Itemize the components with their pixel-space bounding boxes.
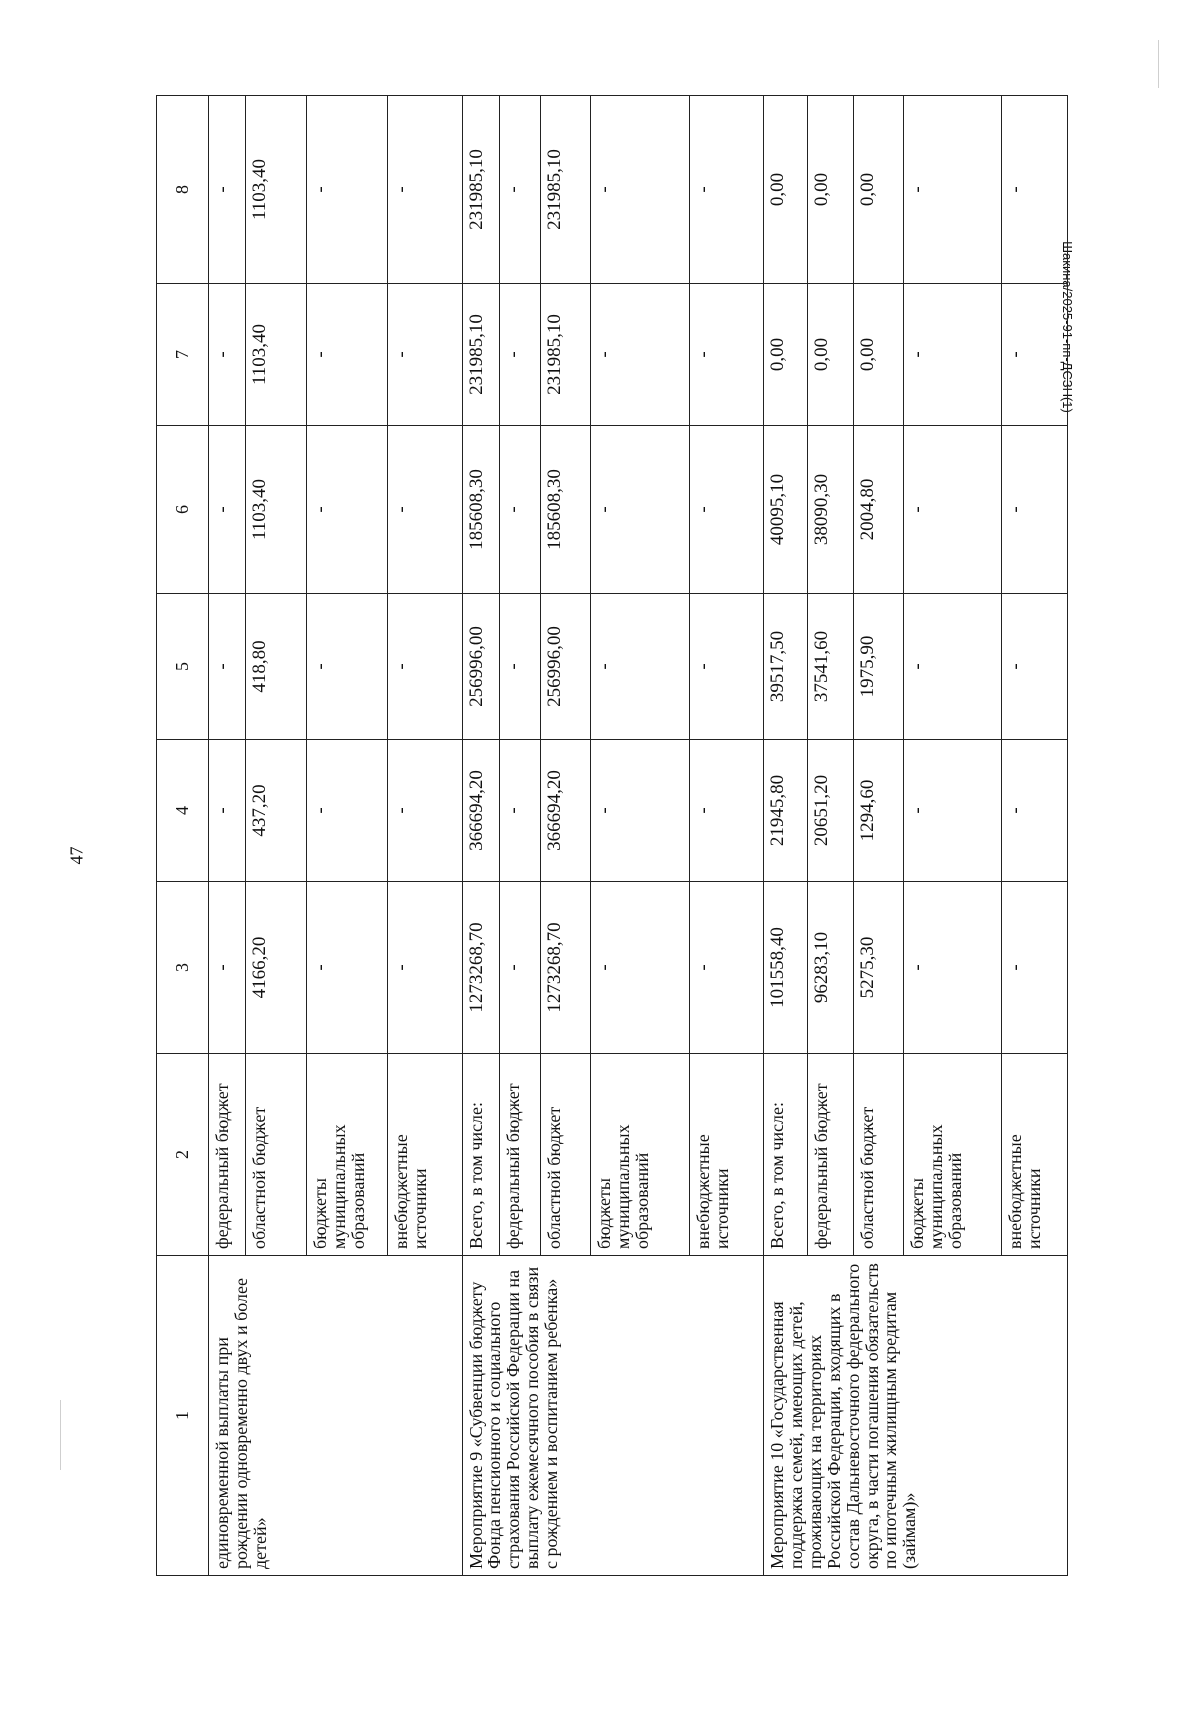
- value-cell: -: [903, 740, 1001, 882]
- funding-source: федеральный бюджет: [807, 1054, 853, 1256]
- value-cell: -: [1002, 284, 1068, 426]
- value-cell: -: [591, 740, 689, 882]
- value-cell: -: [307, 594, 388, 740]
- scan-edge-mark-bottom: [60, 1400, 61, 1470]
- value-cell: 256996,00: [462, 594, 499, 740]
- value-cell: 437,20: [246, 740, 307, 882]
- value-cell: -: [903, 96, 1001, 284]
- value-cell: -: [1002, 740, 1068, 882]
- value-cell: -: [307, 96, 388, 284]
- funding-source: внебюджетные источники: [1002, 1054, 1068, 1256]
- value-cell: 1294,60: [853, 740, 903, 882]
- value-cell: -: [307, 882, 388, 1054]
- value-cell: 0,00: [807, 284, 853, 426]
- value-cell: 185608,30: [541, 426, 591, 594]
- value-cell: 39517,50: [764, 594, 808, 740]
- value-cell: -: [903, 426, 1001, 594]
- value-cell: 0,00: [764, 284, 808, 426]
- value-cell: 1103,40: [246, 96, 307, 284]
- measure-description: единовременной выплаты при рождении одновременно двух и более детей»: [209, 1256, 463, 1576]
- col-header: 8: [157, 96, 209, 284]
- value-cell: 1273268,70: [541, 882, 591, 1054]
- value-cell: 101558,40: [764, 882, 808, 1054]
- value-cell: 20651,20: [807, 740, 853, 882]
- value-cell: -: [689, 96, 763, 284]
- value-cell: -: [903, 284, 1001, 426]
- value-cell: -: [591, 882, 689, 1054]
- value-cell: -: [1002, 96, 1068, 284]
- value-cell: 231985,10: [462, 96, 499, 284]
- col-header: 3: [157, 882, 209, 1054]
- value-cell: -: [903, 882, 1001, 1054]
- value-cell: -: [499, 96, 541, 284]
- funding-source: бюджеты муниципальных образований: [307, 1054, 388, 1256]
- value-cell: 37541,60: [807, 594, 853, 740]
- value-cell: 366694,20: [462, 740, 499, 882]
- value-cell: -: [499, 594, 541, 740]
- funding-source: областной бюджет: [246, 1054, 307, 1256]
- funding-source: внебюджетные источники: [689, 1054, 763, 1256]
- value-cell: -: [388, 284, 462, 426]
- value-cell: 231985,10: [462, 284, 499, 426]
- value-cell: -: [388, 882, 462, 1054]
- value-cell: 231985,10: [541, 284, 591, 426]
- funding-source: областной бюджет: [541, 1054, 591, 1256]
- value-cell: -: [689, 284, 763, 426]
- value-cell: 0,00: [853, 96, 903, 284]
- value-cell: 40095,10: [764, 426, 808, 594]
- funding-source: федеральный бюджет: [499, 1054, 541, 1256]
- funding-source: областной бюджет: [853, 1054, 903, 1256]
- value-cell: 366694,20: [541, 740, 591, 882]
- value-cell: -: [209, 426, 246, 594]
- value-cell: -: [209, 594, 246, 740]
- value-cell: -: [209, 284, 246, 426]
- value-cell: -: [1002, 426, 1068, 594]
- col-header: 4: [157, 740, 209, 882]
- col-header: 2: [157, 1054, 209, 1256]
- value-cell: -: [499, 284, 541, 426]
- value-cell: 5275,30: [853, 882, 903, 1054]
- value-cell: 0,00: [853, 284, 903, 426]
- value-cell: -: [388, 96, 462, 284]
- value-cell: -: [499, 882, 541, 1054]
- column-number-row: [157, 96, 209, 1576]
- value-cell: -: [388, 740, 462, 882]
- value-cell: -: [1002, 882, 1068, 1054]
- value-cell: 0,00: [807, 96, 853, 284]
- value-cell: 38090,30: [807, 426, 853, 594]
- value-cell: -: [689, 740, 763, 882]
- value-cell: -: [689, 594, 763, 740]
- table-row: [209, 96, 246, 1576]
- value-cell: 1103,40: [246, 426, 307, 594]
- value-cell: -: [307, 284, 388, 426]
- value-cell: -: [388, 426, 462, 594]
- value-cell: -: [591, 594, 689, 740]
- value-cell: 4166,20: [246, 882, 307, 1054]
- col-header: 5: [157, 594, 209, 740]
- col-header: 6: [157, 426, 209, 594]
- value-cell: -: [209, 882, 246, 1054]
- funding-source: Всего, в том числе:: [462, 1054, 499, 1256]
- budget-table: [156, 95, 1068, 1576]
- value-cell: 256996,00: [541, 594, 591, 740]
- value-cell: 1103,40: [246, 284, 307, 426]
- value-cell: -: [591, 96, 689, 284]
- value-cell: -: [689, 426, 763, 594]
- value-cell: -: [307, 740, 388, 882]
- value-cell: 418,80: [246, 594, 307, 740]
- value-cell: -: [903, 594, 1001, 740]
- budget-table-rotated: [156, 96, 1068, 1576]
- value-cell: -: [209, 96, 246, 284]
- table-row: [764, 96, 808, 1576]
- col-header: 7: [157, 284, 209, 426]
- value-cell: -: [499, 740, 541, 882]
- funding-source: бюджеты муниципальных образований: [591, 1054, 689, 1256]
- value-cell: 21945,80: [764, 740, 808, 882]
- value-cell: -: [307, 426, 388, 594]
- value-cell: -: [1002, 594, 1068, 740]
- value-cell: -: [388, 594, 462, 740]
- value-cell: -: [209, 740, 246, 882]
- funding-source: федеральный бюджет: [209, 1054, 246, 1256]
- value-cell: 1975,90: [853, 594, 903, 740]
- value-cell: 1273268,70: [462, 882, 499, 1054]
- measure-description: Мероприятие 9 «Субвенции бюджету Фонда пенсионного и социального страхования Российской Федерации на выплату ежемесячного пособия в связи с рождением и воспитанием ребенка»: [462, 1256, 764, 1576]
- value-cell: -: [591, 426, 689, 594]
- value-cell: -: [689, 882, 763, 1054]
- value-cell: 231985,10: [541, 96, 591, 284]
- col-header: 1: [157, 1256, 209, 1576]
- value-cell: -: [591, 284, 689, 426]
- value-cell: -: [499, 426, 541, 594]
- value-cell: 0,00: [764, 96, 808, 284]
- value-cell: 2004,80: [853, 426, 903, 594]
- measure-description: Мероприятие 10 «Государственная поддержка семей, имеющих детей, проживающих на территориях Российской Федерации, входящих в состав Дальневосточного федерального округа, в части погашения обязательств по ипотечным жилищным кредитам (займам)»: [764, 1256, 1068, 1576]
- funding-source: бюджеты муниципальных образований: [903, 1054, 1001, 1256]
- page-number: 47: [66, 846, 87, 865]
- table-row: [462, 96, 499, 1576]
- funding-source: внебюджетные источники: [388, 1054, 462, 1256]
- funding-source: Всего, в том числе:: [764, 1054, 808, 1256]
- value-cell: 185608,30: [462, 426, 499, 594]
- document-code: Шакина/2025-91-пп-ДСЗН(1): [1060, 241, 1075, 413]
- value-cell: 96283,10: [807, 882, 853, 1054]
- scan-edge-mark-top: [1158, 40, 1159, 88]
